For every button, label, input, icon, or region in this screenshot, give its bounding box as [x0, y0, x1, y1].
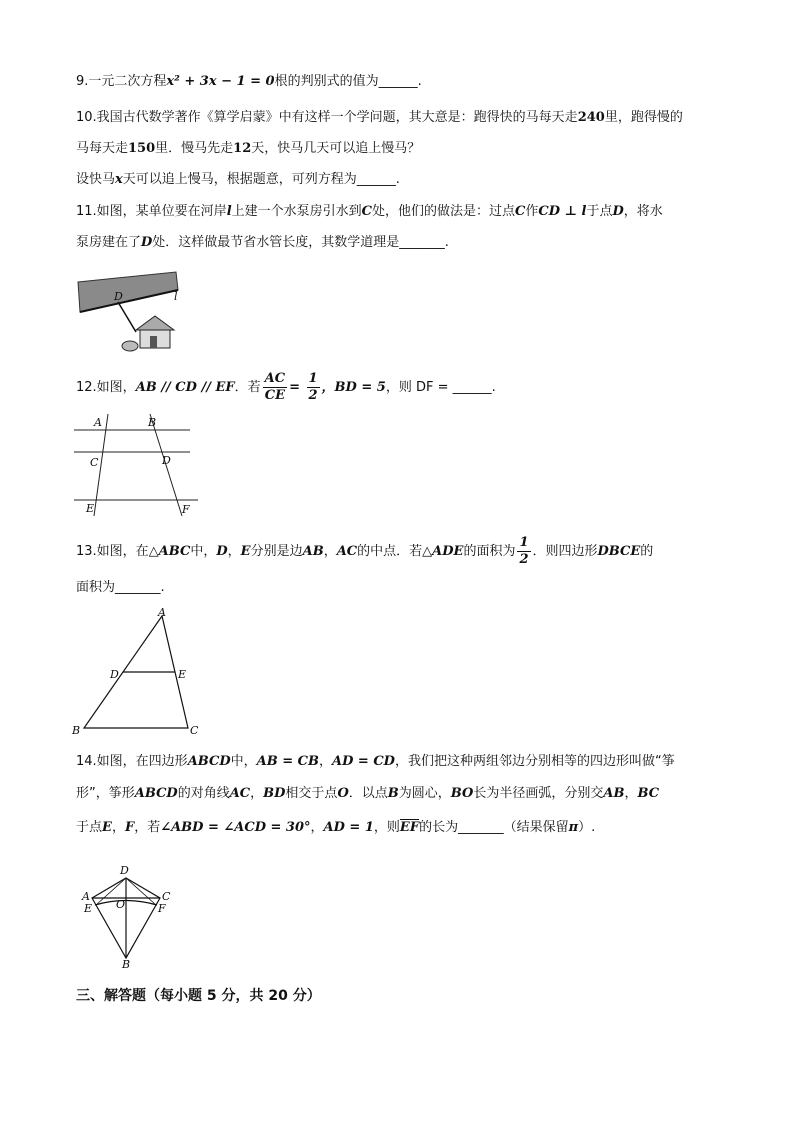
question-12: 12.如图，AB // CD // EF．若 $\frac{AC}{CE}$ = $\frac{1}{2}$ ，BD = 5，则 DF = ______. — [76, 371, 496, 403]
question-11-line-1: 11.如图，某单位要在河岸l上建一个水泵房引水到C处，他们的做法是：过点C作CD ⊥ l于点D，将水 — [76, 204, 663, 219]
question-14-line-1: 14.如图，在四边形ABCD中，AB = CB，AD = CD，我们把这种两组邻边分别相等的四边形叫做“筝 — [76, 754, 675, 769]
label-f: F — [182, 503, 190, 516]
label-o: O — [116, 898, 126, 911]
triangle-abc-figure — [70, 606, 206, 738]
river-bank-figure — [74, 270, 186, 356]
river-bank — [78, 272, 178, 312]
label-a: A — [158, 606, 166, 619]
label-b: B — [148, 416, 157, 429]
question-13-line-1: 13.如图，在△ABC中，D，E分别是边AB，AC的中点．若△ADE的面积为 $\frac{1}{2}$ ．则四边形DBCE的 — [76, 535, 654, 567]
pipe-line — [118, 302, 136, 332]
question-9: 9.一元二次方程x² + 3x − 1 = 0根的判别式的值为______. — [76, 74, 422, 89]
arc-ef: $\overline{EF}$ — [399, 820, 420, 835]
kite-figure — [80, 864, 176, 968]
parallel-lines-figure — [70, 412, 202, 520]
half-fraction: $\frac{1}{2}$ — [308, 371, 318, 403]
label-c: C — [90, 456, 99, 469]
label-e: E — [178, 668, 187, 681]
ratio-fraction: $\frac{AC}{CE}$ — [264, 371, 286, 403]
question-14-line-3: 于点E，F，若∠ABD = ∠ACD = 30°，AD = 1，则$\overline{EF}$的长为_______（结果保留π）. — [76, 820, 596, 835]
label-d: D — [114, 290, 123, 303]
label-d: D — [110, 668, 119, 681]
question-14-line-2: 形”，筝形ABCD的对角线AC，BD相交于点O．以点B为圆心，BO长为半径画弧，分别交AB，BC — [76, 786, 660, 801]
label-a: A — [82, 890, 90, 903]
question-13-line-2: 面积为_______. — [76, 580, 165, 595]
question-11-line-2: 泵房建在了D处．这样做最节省水管长度，其数学道理是_______. — [76, 235, 449, 250]
label-d: D — [162, 454, 171, 467]
label-l: l — [174, 290, 178, 303]
label-b: B — [122, 958, 131, 968]
equation: x² + 3x − 1 = 0 — [166, 74, 275, 89]
label-c: C — [162, 890, 171, 903]
label-e: E — [84, 902, 93, 915]
question-10-line-2: 马每天走150里．慢马先走12天，快马几天可以追上慢马？ — [76, 141, 421, 156]
question-10-line-3: 设快马x天可以追上慢马，根据题意，可列方程为______. — [76, 172, 400, 187]
section-3-title: 三、解答题（每小题 5 分，共 20 分） — [76, 988, 321, 1004]
label-c: C — [190, 724, 199, 737]
label-b: B — [72, 724, 81, 737]
label-e: E — [86, 502, 95, 515]
question-10-line-1: 10.我国古代数学著作《算学启蒙》中有这样一个学问题，其大意是：跑得快的马每天走240里，跑得慢的 — [76, 110, 683, 125]
label-d: D — [120, 864, 129, 877]
label-f: F — [158, 902, 166, 915]
label-a: A — [94, 416, 102, 429]
area-fraction: $\frac{1}{2}$ — [519, 535, 529, 567]
